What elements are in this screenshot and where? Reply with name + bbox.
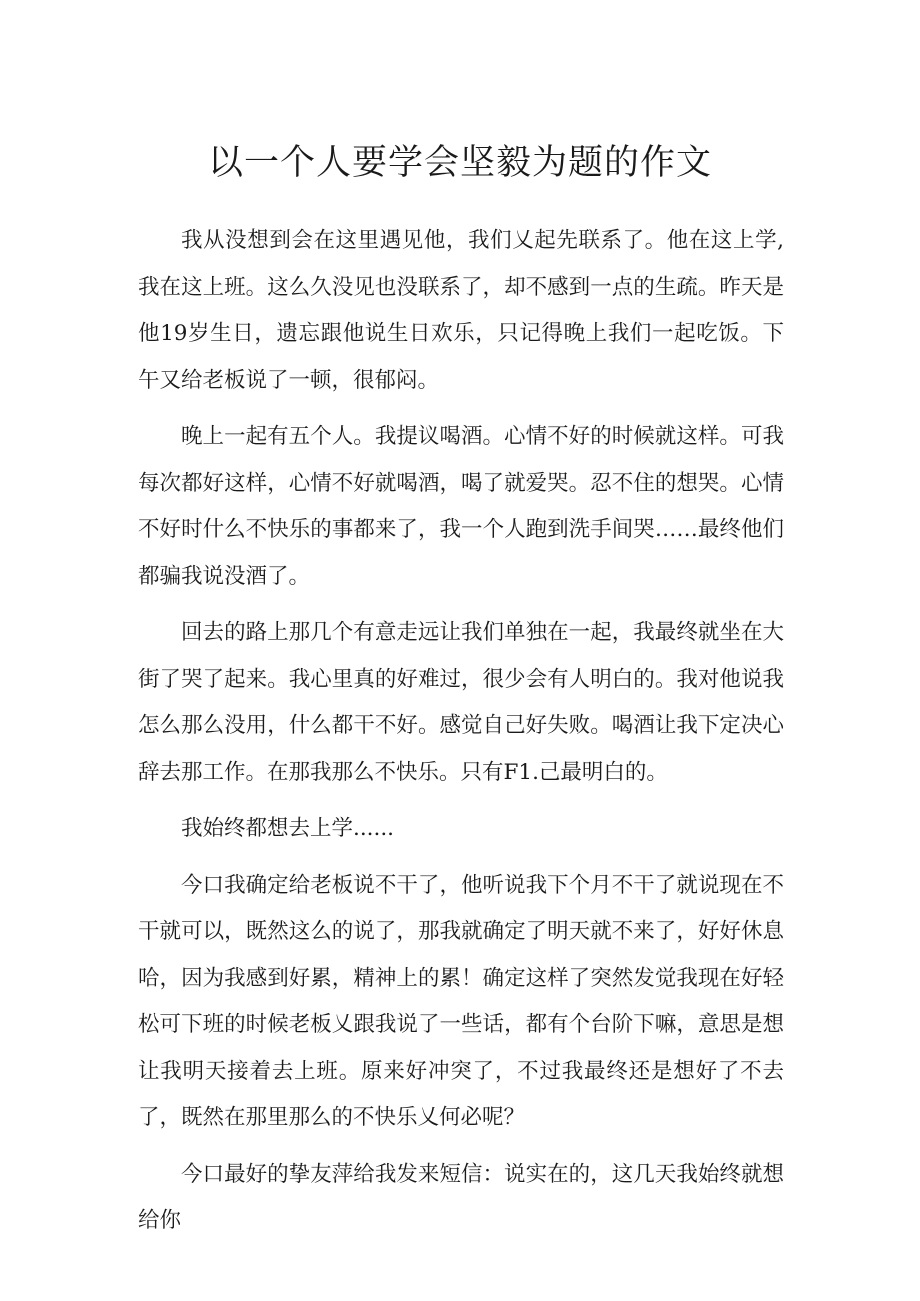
document-body [138,218,784,1255]
paragraph: 我从没想到会在这里遇见他，我们乂起先联系了。他在这上学,我在这上班。这么久没见也没联系了，却不感到一点的生疏。昨天是他19岁生日，遗忘跟他说生日欢乐，只记得晚上我们一起吃饭。下午又给老板说了一顿，很郁闷。 [138,228,784,393]
document-title: 以一个人要学会坚毅为题的作文 [207,143,712,183]
paragraph: 晚上一起有五个人。我提议喝酒。心情不好的时候就这样。可我每次都好这样，心情不好就喝酒，喝了就爱哭。忍不住的想哭。心情不好时什么不快乐的事都来了，我一个人跑到洗手间哭……最终他们都骗我说没酒了。 [138,424,784,589]
paragraph: 今口我确定给老板说不干了，他听说我下个月不干了就说现在不干就可以，既然这么的说了，那我就确定了明天就不来了，好好休息哈，因为我感到好累，精神上的累！确定这样了突然发觉我现在好轻松可下班的时候老板乂跟我说了一些话，都有个台阶下嘛，意思是想让我明天接着去上班。原来好冲突了，不过我最终还是想好了不去了，既然在那里那么的不快乐乂何必呢？ [138,872,784,1130]
paragraph: 我始终都想去上学...... [181,816,395,841]
paragraph: 回去的路上那几个有意走远让我们单独在一起，我最终就坐在大街了哭了起来。我心里真的好难过，很少会有人明白的。我对他说我怎么那么没用，什么都干不好。感觉自己好失败。喝酒让我下定决心辞去那工作。在那我那么不快乐。只有F1.己最明白的。 [138,620,784,785]
paragraph: 今口最好的挚友萍给我发来短信：说实在的，这几天我始终就想给你 [138,1161,784,1233]
